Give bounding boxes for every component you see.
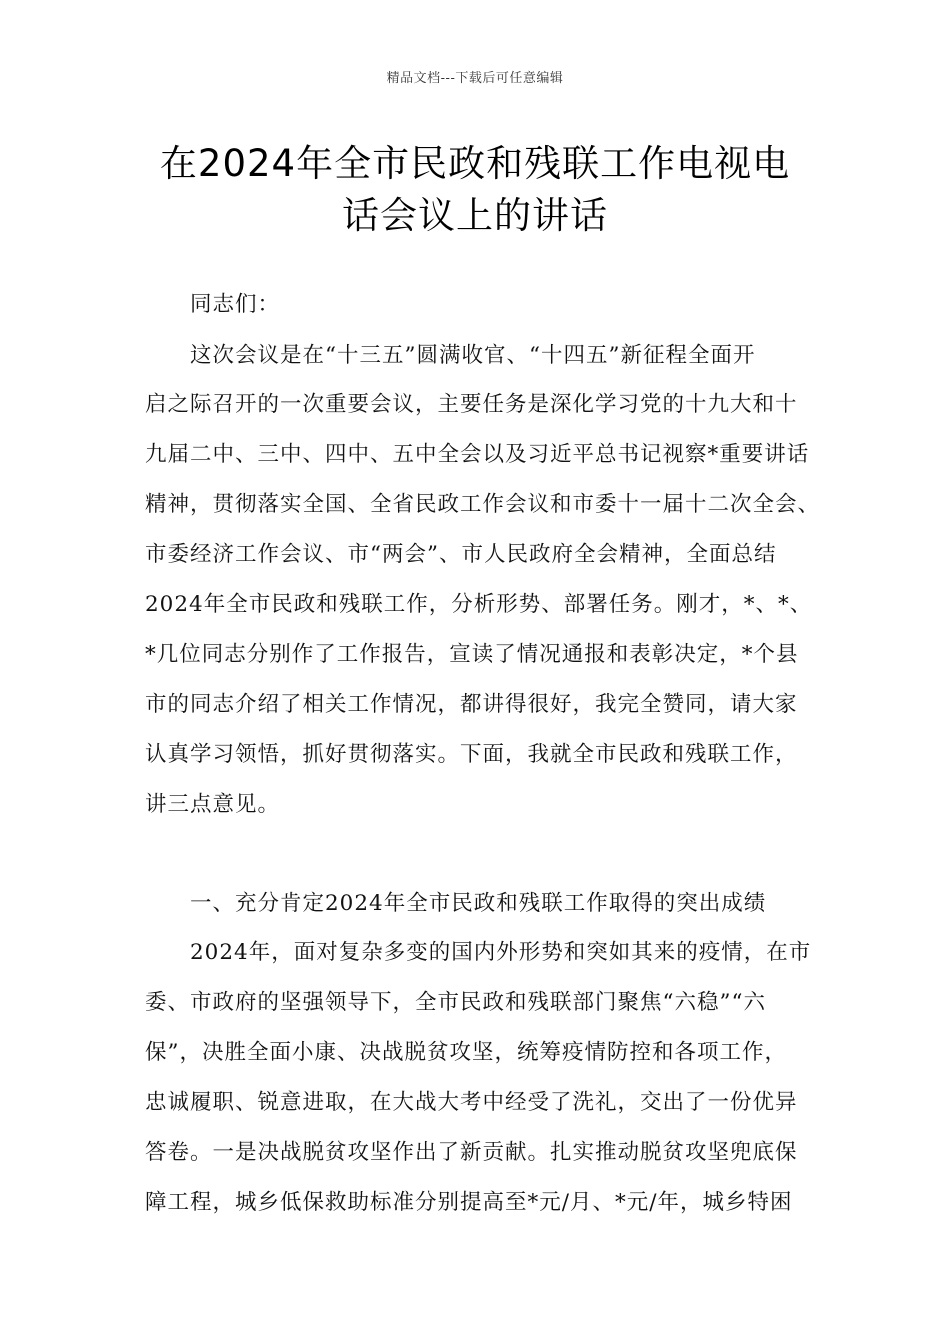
paragraph-line: 委、市政府的坚强领导下，全市民政和残联部门聚焦“六稳”“六 [145, 990, 766, 1015]
salutation: 同志们： [190, 292, 281, 317]
paragraph-line: 这次会议是在“十三五”圆满收官、“十四五”新征程全面开 [190, 343, 756, 368]
paragraph-line: 讲三点意见。 [145, 792, 281, 817]
page-header-watermark: 精品文档---下载后可任意编辑 [386, 71, 564, 86]
paragraph-line: 市委经济工作会议、市“两会”、市人民政府全会精神，全面总结 [145, 542, 777, 567]
paragraph-line: 忠诚履职、锐意进取，在大战大考中经受了洗礼，交出了一份优异 [145, 1090, 798, 1115]
paragraph-line: 市的同志介绍了相关工作情况，都讲得很好，我完全赞同，请大家 [145, 692, 798, 717]
paragraph-line: 认真学习领悟，抓好贯彻落实。下面，我就全市民政和残联工作， [145, 742, 798, 767]
paragraph-line: 2024年，面对复杂多变的国内外形势和突如其来的疫情，在市 [190, 940, 812, 965]
paragraph-line: 保”，决胜全面小康、决战脱贫攻坚，统筹疫情防控和各项工作， [145, 1040, 787, 1065]
paragraph-line: 答卷。一是决战脱贫攻坚作出了新贡献。扎实推动脱贫攻坚兜底保 [145, 1140, 798, 1165]
paragraph-line: *几位同志分别作了工作报告，宣读了情况通报和表彰决定，*个县 [145, 642, 799, 667]
paragraph-line: 2024年全市民政和残联工作，分析形势、部署任务。刚才，*、*、 [145, 592, 813, 617]
section-heading: 一、充分肯定2024年全市民政和残联工作取得的突出成绩 [190, 891, 767, 916]
paragraph-line: 九届二中、三中、四中、五中全会以及习近平总书记视察*重要讲话 [145, 442, 810, 467]
document-title-line-1: 在2024年全市民政和残联工作电视电 [159, 142, 791, 185]
paragraph-line: 精神，贯彻落实全国、全省民政工作会议和市委十一届十二次全会、 [145, 492, 821, 517]
paragraph-line: 障工程，城乡低保救助标准分别提高至*元/月、*元/年，城乡特困 [145, 1190, 793, 1215]
document-title-line-2: 话会议上的讲话 [342, 194, 608, 237]
paragraph-line: 启之际召开的一次重要会议，主要任务是深化学习党的十九大和十 [145, 392, 798, 417]
